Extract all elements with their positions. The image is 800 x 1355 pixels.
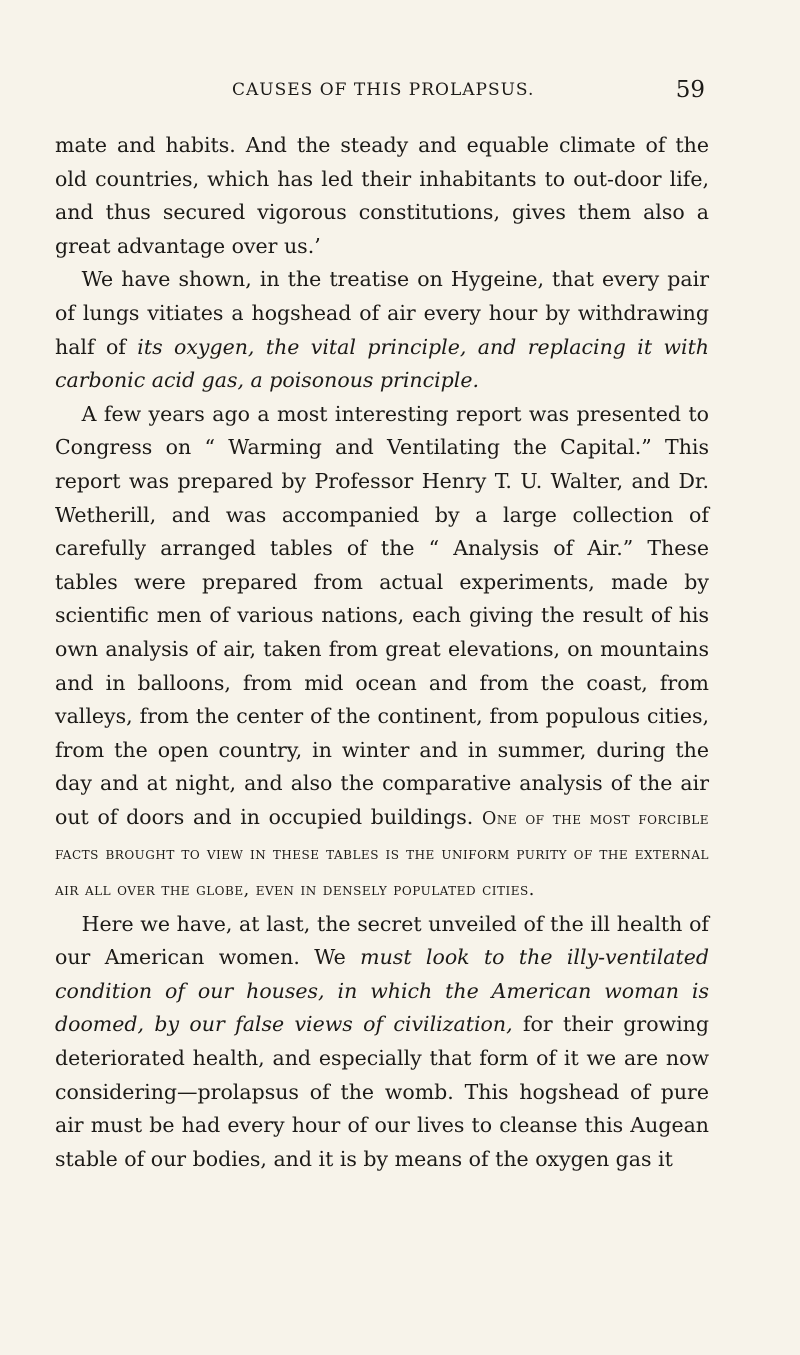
body-text [55, 129, 709, 1176]
paragraph-4-intro: Here we have, at last, the secret unveiled of the ill health of our American women. We [55, 911, 709, 970]
paragraph-3 [55, 398, 709, 908]
running-title: CAUSES OF THIS PROLAPSUS. [232, 80, 535, 100]
paragraph-4 [55, 908, 709, 1177]
page-number: 59 [675, 77, 705, 103]
paragraph-3-small-caps: One of the most forcible facts brought to view in these tables is the uniform purity of the external air all over the globe, even in densely populated cities. [55, 808, 709, 901]
paragraph-1-text: mate and habits. And the steady and equable climate of the old countries, which has led their inhabitants to out-door life, and thus secured vigorous constitutions, gives them also a great advantage over us.’ [55, 133, 709, 258]
paragraph-2-intro: We have shown, in the treatise on Hygeine, that every pair of lungs vitiates a hogshead of air every hour by withdrawing half of [55, 267, 709, 359]
paragraph-2-italic: its oxygen, the vital principle, and replacing it with carbonic acid gas, a poisonous principle. [55, 334, 710, 393]
paragraph-4-italic: must look to the illy-ventilated condition of our houses, in which the American woman is doomed, by our false views of civilization, [55, 945, 709, 1037]
paragraph-4-rest: for their growing deteriorated health, and especially that form of it we are now considering—prolapsus of the womb. This hogshead of pure air must be had every hour of our lives to cleanse this Augean stable of our bodies, and it is by means of the oxygen gas it [55, 1012, 709, 1171]
paragraph-3-text: A few years ago a most interesting report was presented to Congress on “ Warming and Ventilating the Capital.” This report was prepared by Professor Henry T. U. Walter, and Dr. Wetherill, and was accompanied by a large collection of carefully arranged tables of the “ Analysis of Air.” These tables were prepared from actual experiments, made by scientific men of various nations, each giving the result of his own analysis of air, taken from great elevations, on mountains and in balloons, from mid ocean and from the coast, from valleys, from the center of the continent, from populous cities, from the open country, in winter and in summer, during the day and at night, and also the comparative analysis of the air out of doors and in occupied buildings. [55, 401, 709, 829]
paragraph-2 [55, 263, 709, 397]
page-header [0, 77, 800, 110]
paragraph-1 [55, 129, 709, 263]
